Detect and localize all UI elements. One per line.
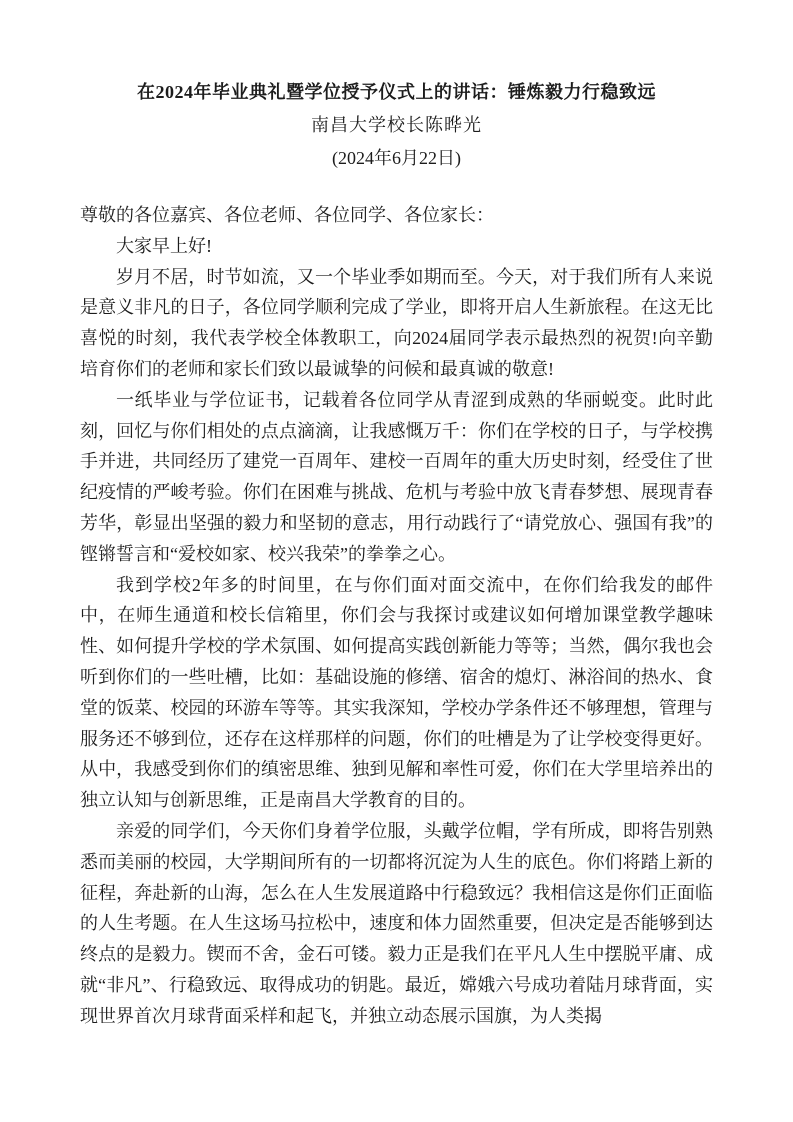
paragraph: 一纸毕业与学位证书，记载着各位同学从青涩到成熟的华丽蜕变。此时此刻，回忆与你们相处的点点滴滴，让我感慨万千：你们在学校的日子，与学校携手并进，共同经历了建党一百周年、建校一百周年的重大历史时刻，经受住了世纪疫情的严峻考验。你们在困难与挑战、危机与考验中放飞青春梦想、展现青春芳华，彰显出坚强的毅力和坚韧的意志，用行动践行了“请党放心、强国有我”的铿锵誓言和“爱校如家、校兴我荣”的拳拳之心。	[80, 389, 713, 564]
paragraph: 尊敬的各位嘉宾、各位老师、各位同学、各位家长：	[80, 205, 494, 225]
paragraph: 大家早上好!	[116, 235, 212, 256]
paragraph: 我到学校2年多的时间里，在与你们面对面交流中，在你们给我发的邮件中，在师生通道和校长信箱里，你们会与我探讨或建议如何增加课堂教学趣味性、如何提升学校的学术氛围、如何提高实践创新能力等等；当然，偶尔我也会听到你们的一些吐槽，比如：基础设施的修缮、宿舍的熄灯、淋浴间的热水、食堂的饭菜、校园的环游车等等。其实我深知，学校办学条件还不够理想，管理与服务还不够到位，还存在这样那样的问题，你们的吐槽是为了让学校变得更好。从中，我感受到你们的缜密思维、独到见解和率性可爱，你们在大学里培养出的独立认知与创新思维，正是南昌大学教育的目的。	[80, 574, 713, 811]
document-author: 南昌大学校长陈晔光	[311, 115, 482, 135]
document-title: 在2024年毕业典礼暨学位授予仪式上的讲话：锤炼毅力行稳致远	[137, 82, 656, 102]
document-date: (2024年6月22日)	[332, 148, 461, 168]
document-body	[80, 200, 713, 1032]
paragraph: 岁月不居，时节如流，又一个毕业季如期而至。今天，对于我们所有人来说是意义非凡的日子，各位同学顺利完成了学业，即将开启人生新旅程。在这无比喜悦的时刻，我代表学校全体教职工，向2024届同学表示最热烈的祝贺!向辛勤培育你们的老师和家长们致以最诚挚的问候和最真诚的敬意!	[80, 266, 713, 379]
paragraph: 亲爱的同学们，今天你们身着学位服，头戴学位帽，学有所成，即将告别熟悉而美丽的校园，大学期间所有的一切都将沉淀为人生的底色。你们将踏上新的征程，奔赴新的山海，怎么在人生发展道路中行稳致远？我相信这是你们正面临的人生考题。在人生这场马拉松中，速度和体力固然重要，但决定是否能够到达终点的是毅力。锲而不舍，金石可镂。毅力正是我们在平凡人生中摆脱平庸、成就“非凡”、行稳致远、取得成功的钥匙。最近，嫦娥六号成功着陆月球背面，实现世界首次月球背面采样和起飞，并独立动态展示国旗，为人类揭	[80, 820, 713, 1026]
